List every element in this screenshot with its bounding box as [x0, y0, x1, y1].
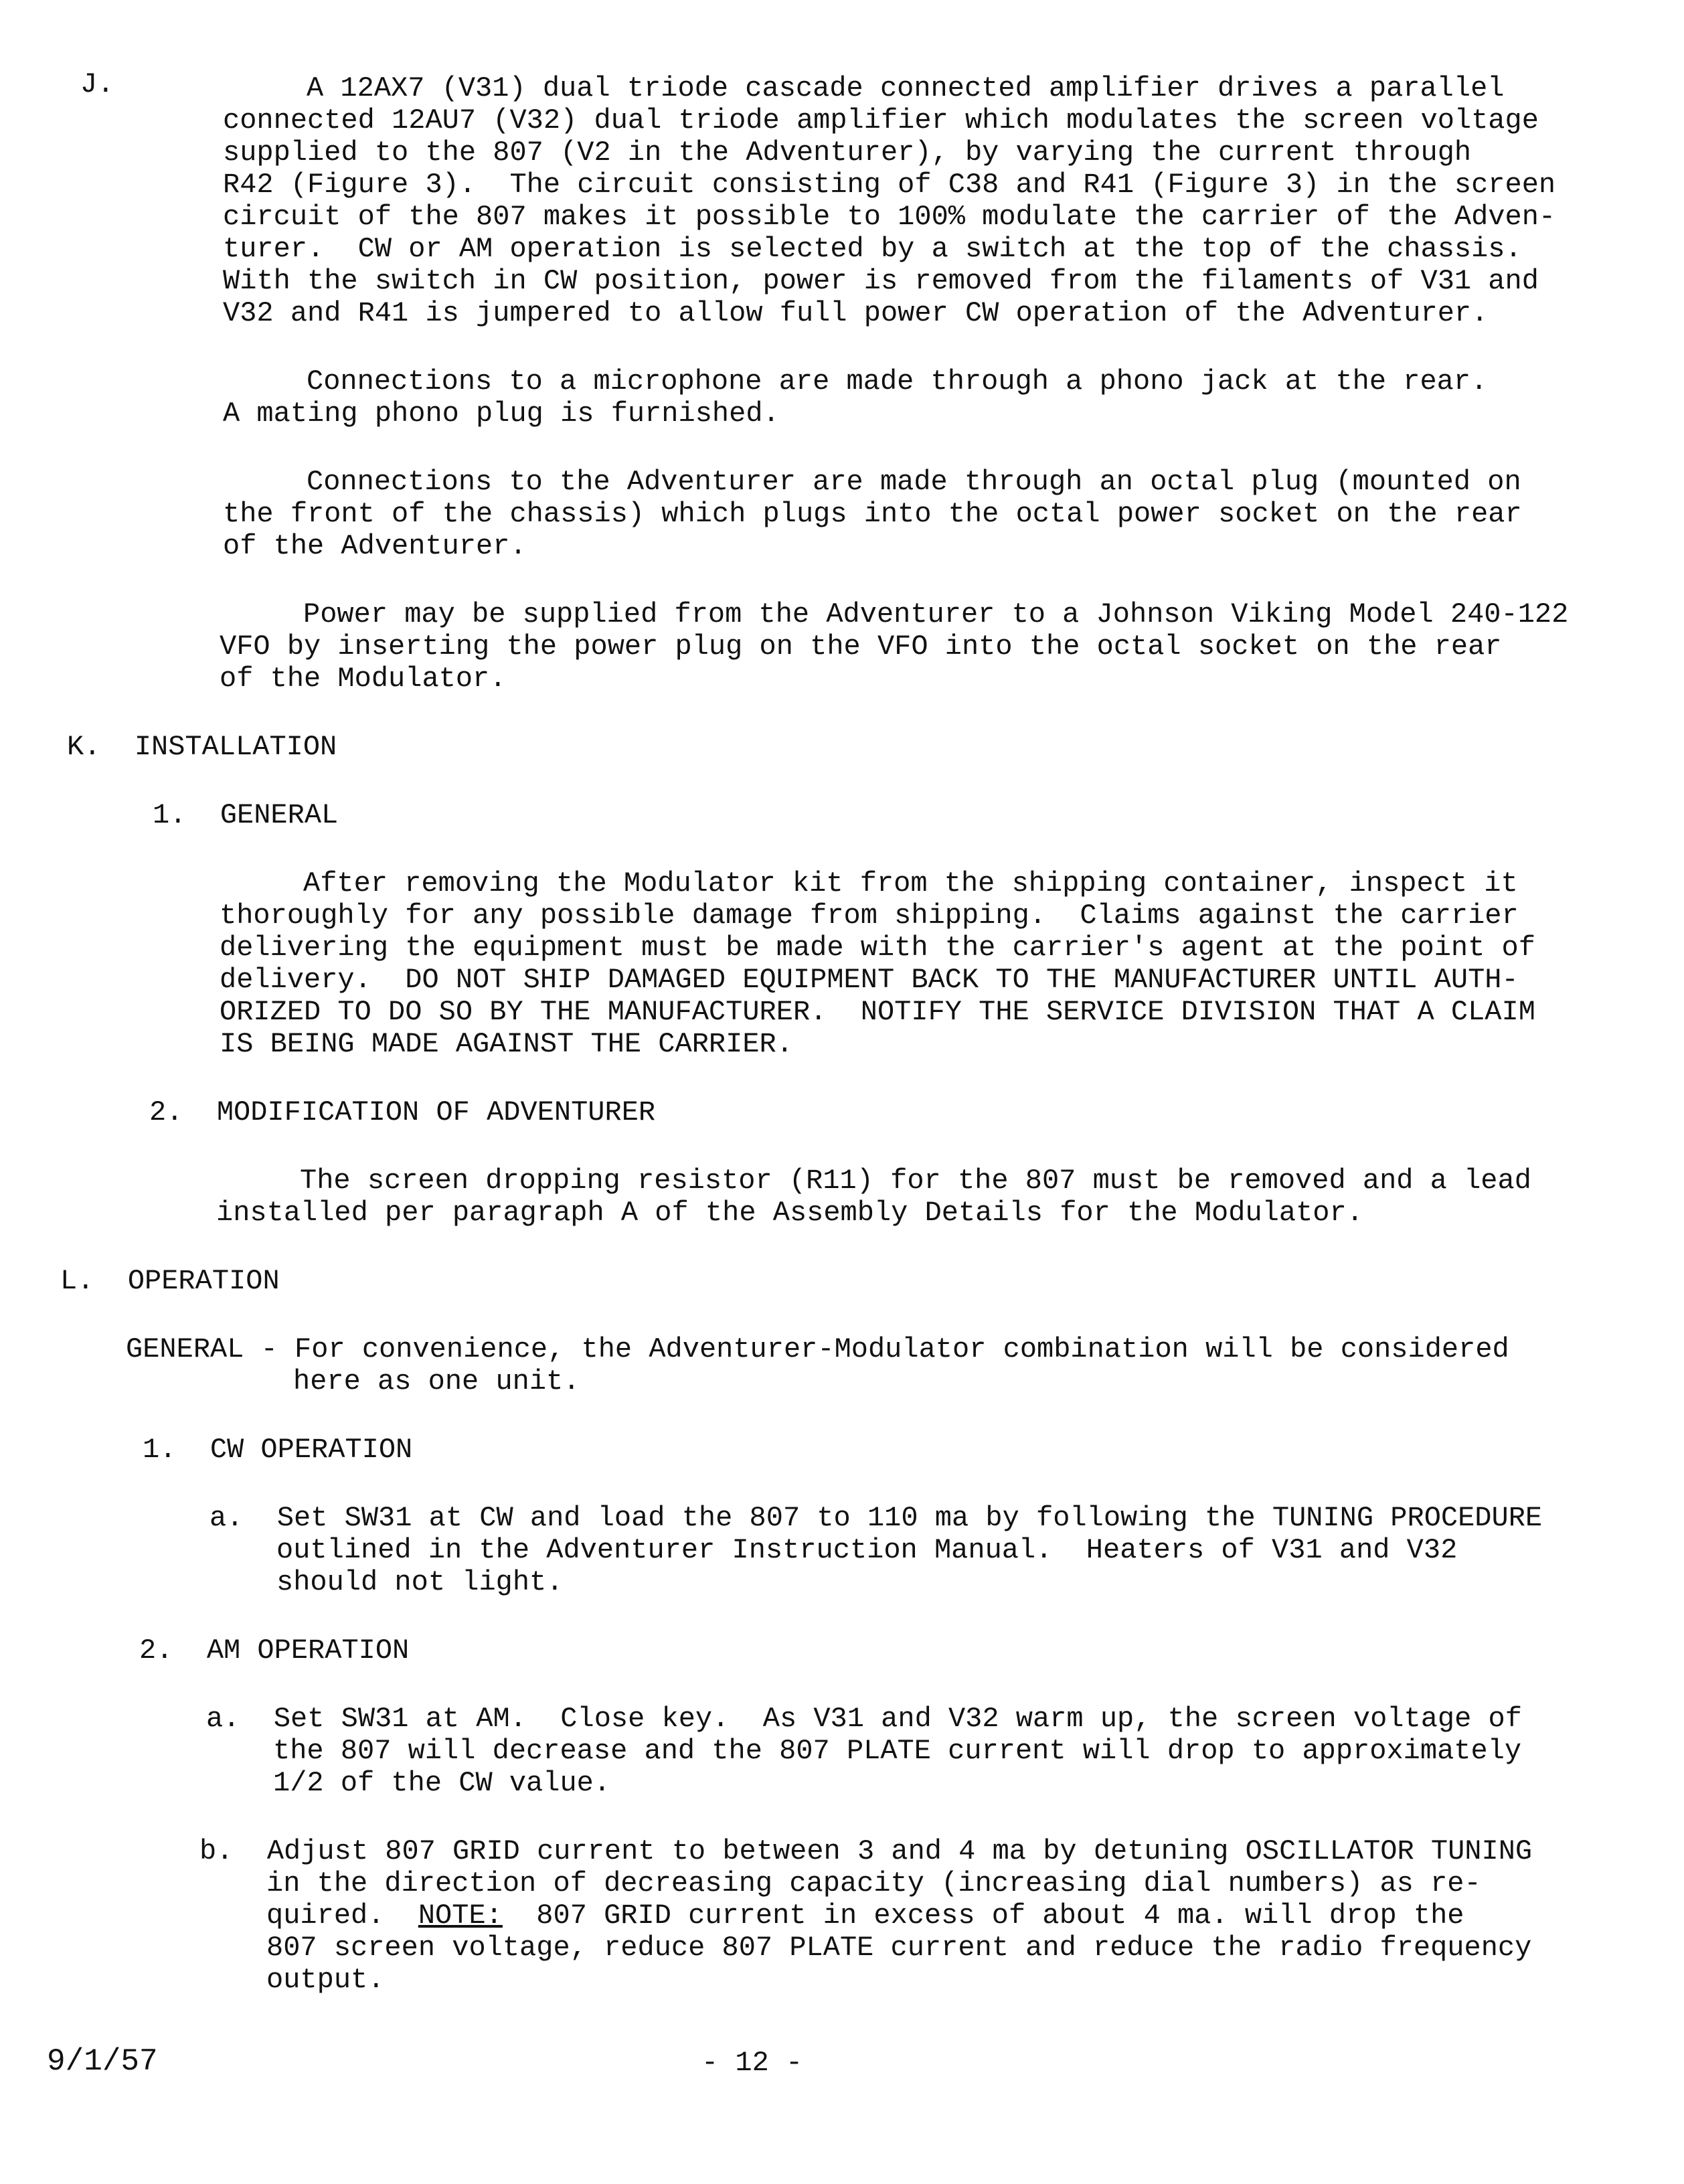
- section-k-sub1-line: thoroughly for any possible damage from shipping. Claims against the carrier: [220, 900, 1519, 932]
- section-l-cw-heading: 1. CW OPERATION: [143, 1434, 413, 1466]
- section-k-heading: K. INSTALLATION: [67, 731, 337, 763]
- section-j-p4-line: VFO by inserting the power plug on the VFO into the octal socket on the rear: [220, 631, 1502, 663]
- footer-date: 9/1/57: [47, 2044, 158, 2079]
- note-post-text: 807 GRID current in excess of about 4 ma. will drop the: [502, 1900, 1464, 1932]
- section-j-p1-line: A 12AX7 (V31) dual triode cascade connected amplifier drives a parallel: [307, 72, 1505, 104]
- section-j-p1-line: connected 12AU7 (V32) dual triode amplifier which modulates the screen voltage: [223, 104, 1539, 137]
- section-j-p4-line: of the Modulator.: [220, 663, 507, 695]
- section-l-cw-a-line: should not light.: [276, 1566, 564, 1598]
- section-k-sub2-line: installed per paragraph A of the Assembly Details for the Modulator.: [216, 1197, 1363, 1229]
- section-l-cw-a-line: outlined in the Adventurer Instruction Manual. Heaters of V31 and V32: [276, 1534, 1458, 1566]
- section-j-p3-line: Connections to the Adventurer are made through an octal plug (mounted on: [307, 466, 1521, 498]
- section-l-am-a-line: 1/2 of the CW value.: [273, 1767, 611, 1799]
- section-j-p4-line: Power may be supplied from the Adventurer to a Johnson Viking Model 240-122: [303, 598, 1569, 631]
- section-k-sub1-heading: 1. GENERAL: [153, 799, 339, 831]
- section-j-p1-line: With the switch in CW position, power is removed from the filaments of V31 and: [223, 265, 1539, 297]
- section-j-p3-line: of the Adventurer.: [223, 530, 527, 562]
- section-l-am-b-line: in the direction of decreasing capacity (increasing dial numbers) as re-: [266, 1867, 1481, 1900]
- section-j-p1-line: R42 (Figure 3). The circuit consisting of C38 and R41 (Figure 3) in the screen: [223, 169, 1556, 201]
- section-l-general-line: here as one unit.: [293, 1365, 580, 1398]
- section-l-am-a-line: the 807 will decrease and the 807 PLATE current will drop to approximately: [273, 1735, 1522, 1767]
- section-l-general-line: GENERAL - For convenience, the Adventurer-Modulator combination will be considered: [126, 1333, 1509, 1365]
- section-k-sub1-line: After removing the Modulator kit from the shipping container, inspect it: [303, 867, 1518, 900]
- section-l-am-b-note-line: [266, 1900, 1464, 1932]
- section-j-p1-line: circuit of the 807 makes it possible to 100% modulate the carrier of the Adven-: [223, 201, 1556, 233]
- section-l-heading: L. OPERATION: [60, 1265, 280, 1297]
- section-j-p2-line: A mating phono plug is furnished.: [223, 398, 780, 430]
- section-j-p1-line: turer. CW or AM operation is selected by a switch at the top of the chassis.: [223, 233, 1522, 265]
- section-l-am-b-line: 807 screen voltage, reduce 807 PLATE current and reduce the radio frequency: [266, 1932, 1532, 1964]
- section-l-am-a-line: a. Set SW31 at AM. Close key. As V31 and V32 warm up, the screen voltage of: [206, 1703, 1522, 1735]
- section-l-am-b-line: b. Adjust 807 GRID current to between 3 and 4 ma by detuning OSCILLATOR TUNING: [199, 1835, 1533, 1867]
- section-j-letter: J.: [80, 68, 114, 100]
- section-k-sub1-line: delivery. DO NOT SHIP DAMAGED EQUIPMENT BACK TO THE MANUFACTURER UNTIL AUTH-: [220, 964, 1519, 996]
- section-k-sub2-line: The screen dropping resistor (R11) for the 807 must be removed and a lead: [300, 1165, 1531, 1197]
- section-j-p1-line: V32 and R41 is jumpered to allow full power CW operation of the Adventurer.: [223, 297, 1489, 329]
- section-k-sub1-line: IS BEING MADE AGAINST THE CARRIER.: [220, 1028, 793, 1060]
- section-l-am-b-line: output.: [266, 1964, 385, 1996]
- section-j-p3-line: the front of the chassis) which plugs into the octal power socket on the rear: [223, 498, 1522, 530]
- section-k-sub1-line: delivering the equipment must be made with the carrier's agent at the point of: [220, 932, 1535, 964]
- section-l-cw-a-line: a. Set SW31 at CW and load the 807 to 110 ma by following the TUNING PROCEDURE: [209, 1502, 1543, 1534]
- note-pre-text: quired.: [266, 1900, 418, 1932]
- footer-page-number: - 12 -: [701, 2047, 803, 2079]
- note-label: NOTE:: [418, 1900, 503, 1932]
- section-j-p2-line: Connections to a microphone are made through a phono jack at the rear.: [307, 365, 1488, 398]
- section-k-sub1-line: ORIZED TO DO SO BY THE MANUFACTURER. NOTIFY THE SERVICE DIVISION THAT A CLAIM: [220, 996, 1535, 1028]
- section-l-am-heading: 2. AM OPERATION: [139, 1634, 410, 1667]
- section-j-p1-line: supplied to the 807 (V2 in the Adventurer), by varying the current through: [223, 137, 1472, 169]
- section-k-sub2-heading: 2. MODIFICATION OF ADVENTURER: [149, 1096, 656, 1128]
